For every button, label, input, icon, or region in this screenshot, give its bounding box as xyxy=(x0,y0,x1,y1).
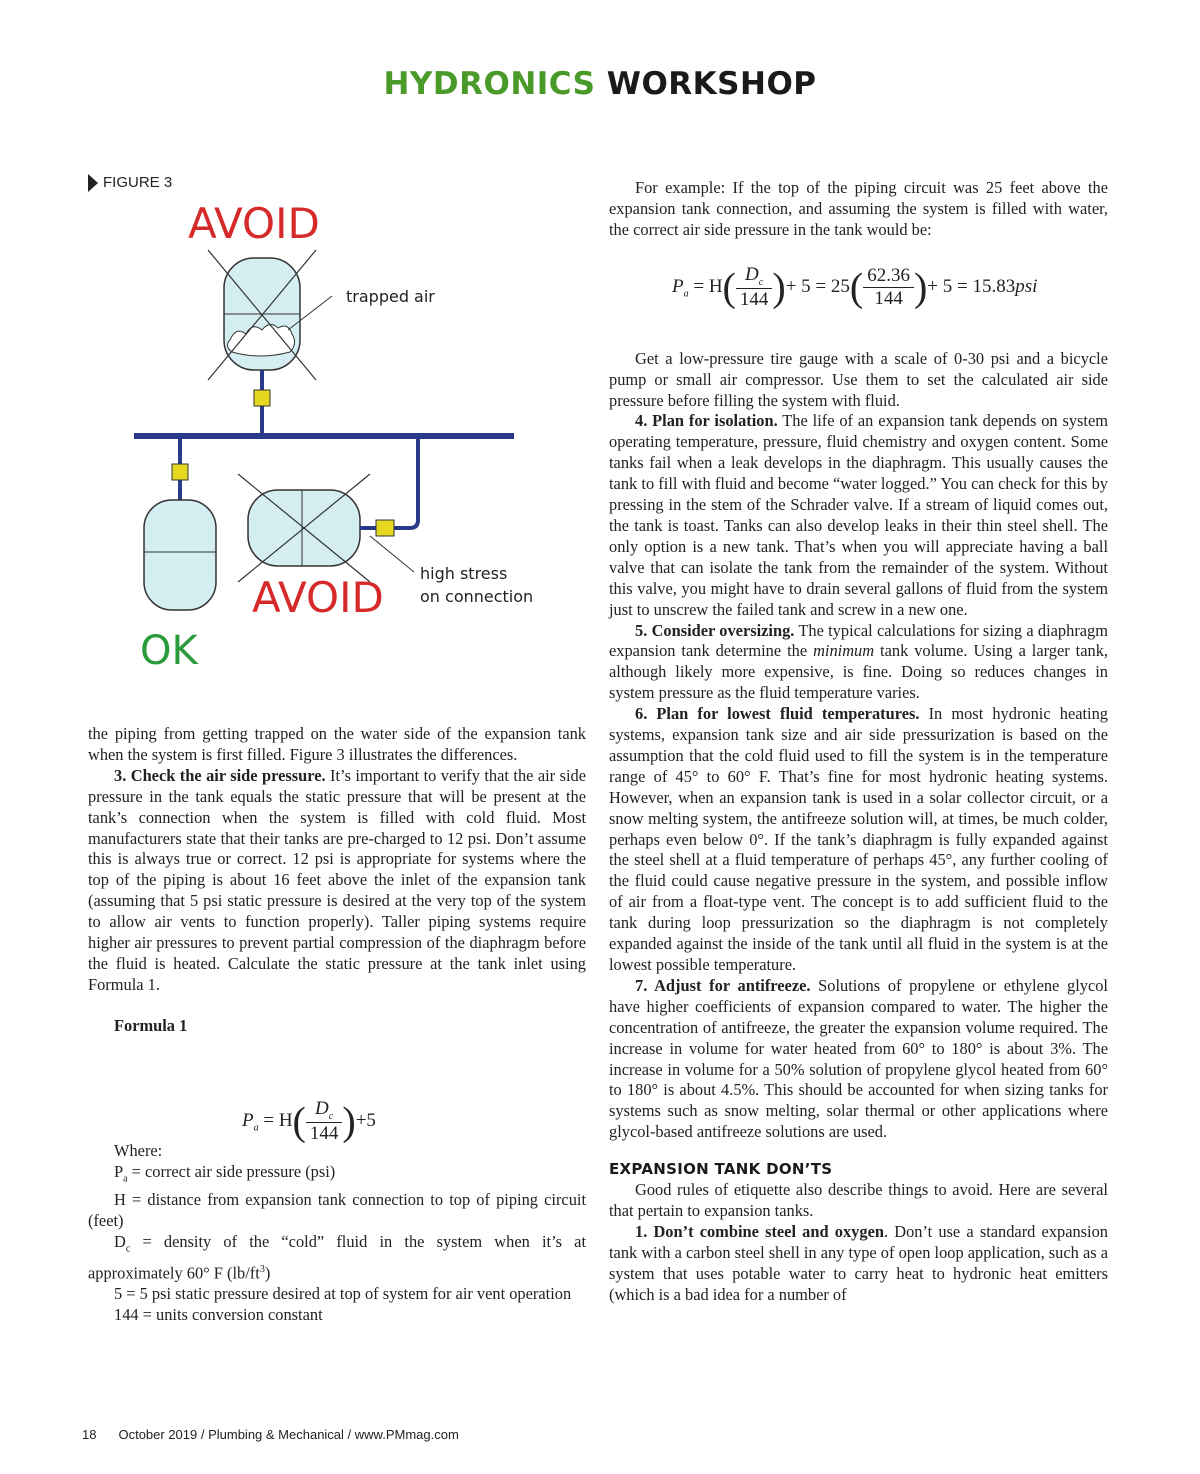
right-para-4-heading: 5. Consider oversizing. xyxy=(635,620,795,640)
f2-lhs-sub: a xyxy=(683,288,689,300)
formula-title-para xyxy=(88,1016,586,1037)
left-para-1: the piping from getting trapped on the water side of the expansion tank when the system is first filled. Figure 3 illustrates the differences. xyxy=(88,724,586,764)
avoid-bottom-label: AVOID xyxy=(252,573,384,622)
f2-num-sub: c xyxy=(758,276,764,288)
right-para-4-body-a: The typical calculations for sizing a diaphragm expansion tank determine the xyxy=(609,620,1108,661)
right-para-4-emphasis: minimum xyxy=(813,641,875,661)
formula-2-space xyxy=(609,241,1108,349)
f1-lhs: P xyxy=(242,1109,254,1131)
f1-eq: = H xyxy=(258,1109,293,1131)
page-header xyxy=(0,66,1200,102)
def-dc-end: ) xyxy=(264,1263,271,1283)
f2-den-2: 144 xyxy=(874,287,903,309)
header-workshop: WORKSHOP xyxy=(595,66,817,102)
high-stress-label-2: on connection xyxy=(420,587,534,606)
right-para-5-body: In most hydronic heating systems, expansion tank size and air side pressurization is based on the assumption that the cold fluid used to fill the system is in the temperature range of 45° to 60° F. That’s fine for most hydronic heating systems. However, when an expansion tank is used in a solar collector circuit, or a snow melting system, the antifreeze solution will, at times, be much colder, perhaps even below 0°. If the tank’s diaphragm is fully expanded against the steel shell at a fluid temperature of perhaps 45°, any further cooling of the fluid could cause negative pressure in the system, and possible inflow of air from a float-type vent. The concept is to add sufficient fluid to the tank during loop pressurization so the diaphragm is not completely expanded against the inside of the tank until all fluid in the system is at the lowest possible temperature. xyxy=(609,704,1108,974)
right-para-3-body: The life of an expansion tank depends on system operating temperature, pressure, fluid chemistry and oxygen content. Some tanks fail when a leak develops in the diaphragm. This usually causes the tank to fill with fluid and become “water logged.” You can check for this by pressing in the stem of the Schrader valve. If a stream of liquid comes out, the tank is toast. Tanks can also develop leaks in their thin steel shell. The only option is a new tank. That’s when you will appreciate having a ball valve that can isolate the tank from the remainder of the system. Without this valve, you might have to drain several gallons of fluid from the system just to unscrew the failed tank and screw in a new one. xyxy=(609,411,1108,619)
f1-fraction xyxy=(306,1098,343,1145)
def-dc-sup: 3 xyxy=(259,1263,265,1275)
figure-label-text: FIGURE 3 xyxy=(103,174,173,191)
ok-tank xyxy=(144,500,216,610)
horizontal-valve-icon xyxy=(376,520,394,536)
def-pa xyxy=(88,1162,586,1190)
right-para-6 xyxy=(609,976,1108,1143)
page-footer xyxy=(82,1427,459,1442)
trapped-air-label: trapped air xyxy=(346,287,435,306)
def-144: 144 = units conversion constant xyxy=(114,1305,323,1325)
f1-num-d: D xyxy=(315,1098,329,1119)
f2-num-d: D xyxy=(745,264,759,285)
footer-text: October 2019 / Plumbing & Mechanical / www.PMmag.com xyxy=(118,1427,459,1442)
f2-end: + 5 = 15.83 xyxy=(927,275,1016,297)
f2-paren-left-2: ( xyxy=(849,264,864,310)
right-para-8-body: . Don’t use a standard expansion tank with a carbon steel shell in any type of open loop application, such as a system that uses potable water to carry heat to hydronic heat emitters (which is a bad idea for a number of xyxy=(609,1221,1108,1304)
figure-3-diagram xyxy=(88,190,558,680)
left-column xyxy=(88,724,586,1326)
right-para-1: For example: If the top of the piping circuit was 25 feet above the expansion tank connection, and assuming the system is filled with water, the correct air side pressure in the tank would be: xyxy=(609,178,1108,239)
f2-eq: = H xyxy=(688,275,723,297)
f1-paren-left: ( xyxy=(292,1098,306,1144)
f1-den: 144 xyxy=(309,1122,339,1144)
right-column xyxy=(609,178,1108,1306)
avoid-top-label: AVOID xyxy=(188,199,320,248)
right-para-6-body: Solutions of propylene or ethylene glycol have higher coefficients of expansion compared to water. The higher the concentration of antifreeze, the greater the expansion volume required. The increase in volume for water heated from 60° to 180° is about 3%. The increase in volume for a 50% solution of propylene glycol heated from 60° to 180° is about 4.5%. This should be accounted for when sizing tanks for systems such as snow melting, solar thermal or other applications where glycol-based antifreeze solutions are used. xyxy=(609,975,1108,1142)
right-para-3 xyxy=(609,411,1108,620)
header-hydronics: HYDRONICS xyxy=(383,66,596,102)
ok-valve-icon xyxy=(172,464,188,480)
f2-paren-right-1: ) xyxy=(772,264,786,310)
left-para-2-body: It’s important to verify that the air side pressure in the tank equals the static pressure that will be present at the tank’s connection when the system is filled with cold fluid. Most manufacturers state that their tanks are pre-charged to 12 psi. Don’t assume this is always true or correct. 12 psi is appropriate for systems where the top of the piping is about 16 feet above the inlet of the expansion tank (assuming that 5 psi static pressure is desired at the very top of the system to allow air vents to function properly). Taller piping systems require higher air pressures to prevent partial compression of the diaphragm before the fluid is heated. Calculate the static pressure at the tank inlet using Formula 1. xyxy=(88,765,586,994)
def-pa-symbol: P xyxy=(114,1161,124,1181)
horizontal-tank-pipe xyxy=(360,436,418,528)
def-dc-symbol: D xyxy=(114,1231,126,1251)
left-para-2-heading: 3. Check the air side pressure. xyxy=(114,765,326,785)
f2-lhs: P xyxy=(672,275,684,297)
f1-num-sub: c xyxy=(328,1110,334,1122)
def-pa-text: = correct air side pressure (psi) xyxy=(127,1161,336,1181)
f2-num-2: 62.36 xyxy=(863,265,914,288)
right-para-2: Get a low-pressure tire gauge with a scale of 0-30 psi and a bicycle pump or small air compressor. Use them to set the calculated air side pressure before filling the system with fluid. xyxy=(609,348,1108,410)
right-para-6-heading: 7. Adjust for antifreeze. xyxy=(635,975,811,995)
f1-plus: +5 xyxy=(355,1109,376,1131)
def-5: 5 = 5 psi static pressure desired at top of system for air vent operation xyxy=(114,1284,572,1304)
def-dc-text: = density of the “cold” fluid in the system when it’s at approximately 60° F (lb/ft xyxy=(88,1231,586,1283)
high-stress-leader xyxy=(370,536,414,572)
where-label: Where: xyxy=(114,1140,163,1160)
f2-mid: + 5 = 25 xyxy=(785,275,850,297)
def-dc xyxy=(88,1232,586,1285)
left-para-2 xyxy=(88,766,586,996)
f1-num xyxy=(306,1098,343,1123)
f1-paren-right: ) xyxy=(342,1098,356,1144)
ok-label: OK xyxy=(140,628,198,674)
high-stress-label-1: high stress xyxy=(420,564,508,583)
right-para-7: Good rules of etiquette also describe things to avoid. Here are several that pertain to expansion tanks. xyxy=(609,1180,1108,1220)
right-para-8-heading: 1. Don’t combine steel and oxygen xyxy=(635,1221,884,1241)
right-para-4 xyxy=(609,621,1108,705)
top-valve-icon xyxy=(254,390,270,406)
f2-den-1: 144 xyxy=(739,288,769,310)
formula-1 xyxy=(242,1098,376,1145)
f2-paren-left-1: ( xyxy=(722,264,736,310)
def-dc-sub: c xyxy=(125,1242,131,1254)
f2-unit: psi xyxy=(1015,275,1038,297)
f2-paren-right-2: ) xyxy=(913,264,928,310)
right-para-5-heading: 6. Plan for lowest fluid temperatures. xyxy=(635,704,920,724)
def-h: H = distance from expansion tank connection to top of piping circuit (feet) xyxy=(88,1189,586,1230)
right-para-5 xyxy=(609,704,1108,976)
formula-title: Formula 1 xyxy=(114,1015,188,1035)
page-number: 18 xyxy=(82,1427,97,1442)
right-para-4-body-b: tank volume. Using a larger tank, although likely more expensive, is fine. Doing so reduces changes in system pressure as the fluid temperature varies. xyxy=(609,641,1108,703)
right-para-8 xyxy=(609,1222,1108,1306)
f1-lhs-sub: a xyxy=(253,1122,259,1134)
def-pa-sub: a xyxy=(123,1172,128,1184)
section-heading: EXPANSION TANK DON’TS xyxy=(609,1160,833,1179)
right-para-3-heading: 4. Plan for isolation. xyxy=(635,411,778,431)
